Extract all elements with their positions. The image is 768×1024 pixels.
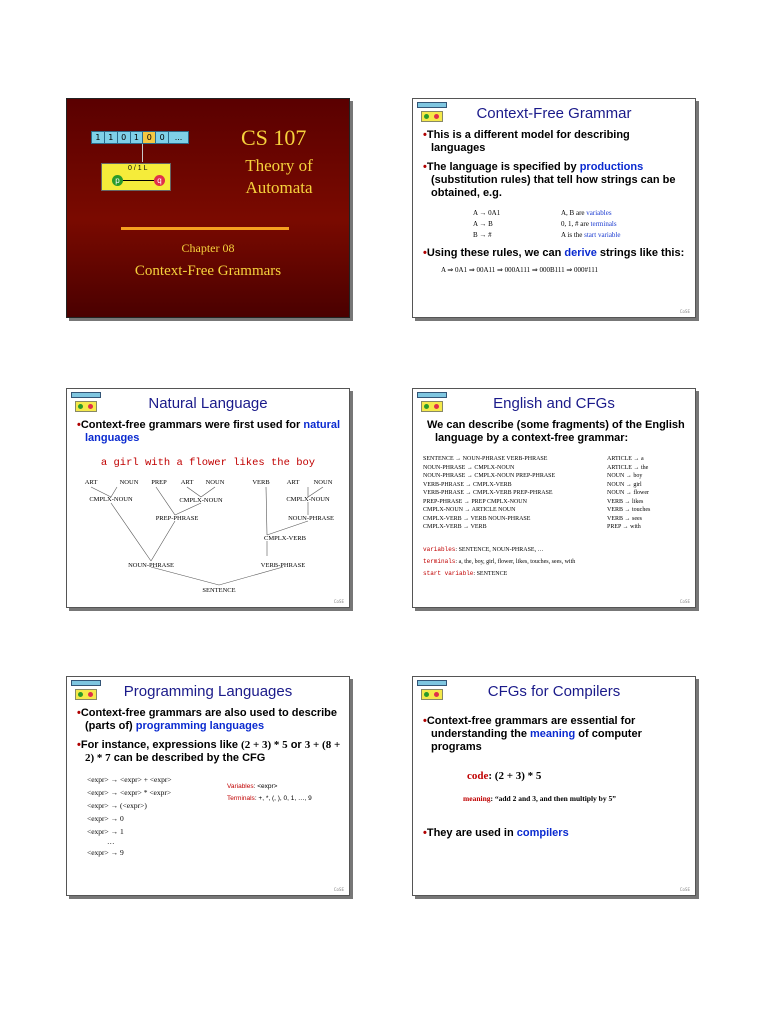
bullet: •The language is specified by productions (substitution rules) that tell how strings can be obtained, e.g.: [423, 161, 676, 199]
state-p-icon: p: [112, 175, 123, 186]
slide-body: [423, 715, 687, 846]
bullet: •They are used in compilers: [423, 827, 569, 839]
tree-node: CMPLX-VERB: [264, 535, 306, 542]
chapter-topic: Context-Free Grammars: [134, 263, 282, 279]
tree-node: ART: [84, 479, 98, 486]
tree-node: NOUN-PHRASE: [128, 562, 174, 569]
footer: CoSE: [679, 309, 690, 314]
grammar-definition: variables: SENTENCE, NOUN-PHRASE, … terminals: a, the, boy, girl, flower, likes, touches, sees, with start variable: SENTENCE: [423, 545, 576, 577]
slide-title: English and CFGs: [493, 395, 615, 412]
tree-node: CMPLX-NOUN: [179, 497, 223, 504]
divider: [121, 227, 289, 230]
automaton-box: [101, 163, 171, 191]
slide-body: [423, 129, 687, 274]
tree-node: NOUN: [119, 479, 139, 486]
tree-node: PREP: [151, 479, 167, 486]
chapter-label: Chapter 08: [181, 241, 235, 255]
tree-node: VERB-PHRASE: [260, 562, 306, 569]
rules-left: SENTENCE → NOUN-PHRASE VERB-PHRASE NOUN-PHRASE → CMPLX-NOUN NOUN-PHRASE → CMPLX-NOUN PREP-PHRASE VERB-PHRASE → CMPLX-VERB VERB-PHRASE → CMPLX-VERB PREP-PHRASE PREP-PHRASE → PREP CMPLX-NOUN CMPLX-NOUN → ARTICLE NOUN CMPLX-VERB → VERB NOUN-PHRASE CMPLX-VERB → VERB: [423, 456, 556, 530]
tree-node: NOUN-PHRASE: [288, 515, 334, 522]
slide-title: CFGs for Compilers: [487, 683, 621, 700]
slide-english-and-cfgs: [412, 388, 696, 608]
bullet: •Using these rules, we can derive strings like this:: [423, 247, 685, 259]
expr-definition: Variables: <expr> Terminals: +, *, (, ), 0, 1, …, 9: [227, 783, 312, 802]
tree-node: VERB: [252, 479, 270, 486]
expr-grammar: [77, 773, 341, 859]
bullet: •This is a different model for describing languages: [423, 129, 630, 154]
tree-node: ART: [180, 479, 194, 486]
slide-context-free-grammar: [412, 98, 696, 318]
slide-cfgs-for-compilers: [412, 676, 696, 896]
intro-text: We can describe (some fragments) of the English language by a context-free grammar:: [427, 419, 685, 444]
slide-title: Programming Languages: [123, 683, 293, 700]
tree-node: NOUN: [313, 479, 333, 486]
grammar-rules: [423, 455, 687, 532]
production-rules: A → 0A1 A, B are variables A → B 0, 1, # are terminals B → # A is the start variable: [473, 209, 621, 239]
slide-body: [423, 419, 687, 580]
bullet: •For instance, expressions like (2 + 3) * 5 or 3 + (8 + 2) * 7 can be described by the CFG: [77, 739, 341, 764]
parse-tree: [67, 389, 350, 608]
example-sentence: a girl with a flower likes the boy: [100, 457, 316, 469]
tape-head-arrow: [142, 144, 143, 162]
derivation: A ⇒ 0A1 ⇒ 00A11 ⇒ 000A111 ⇒ 000B111 ⇒ 000#111: [441, 266, 599, 274]
tape-graphic: 1 1 0 1 0 0 ...: [91, 131, 189, 144]
slide-body: [77, 707, 341, 859]
tree-node: CMPLX-NOUN: [89, 496, 133, 503]
tree-node: NOUN: [205, 479, 225, 486]
code-example: code: (2 + 3) * 5: [467, 770, 542, 782]
bullet: •Context-free grammars are essential for understanding the meaning of computer programs: [423, 715, 642, 753]
meaning-example: meaning: “add 2 and 3, and then multiply by 5”: [463, 794, 616, 803]
tree-node: CMPLX-NOUN: [286, 496, 330, 503]
rules-right: ARTICLE → a ARTICLE → the NOUN → boy NOUN → girl NOUN → flower VERB → likes VERB → touches VERB → sees PREP → with: [607, 456, 651, 530]
transition-label: 0 / 1 L: [128, 165, 148, 172]
course-code: CS 107: [241, 125, 307, 150]
state-q-icon: q: [154, 175, 165, 186]
footer: CoSE: [679, 887, 690, 892]
slide-natural-language: [66, 388, 350, 608]
expr-rules: <expr> → <expr> + <expr> <expr> → <expr> * <expr> <expr> → (<expr>) <expr> → 0 <expr> → 1 … <expr> → 9: [87, 775, 172, 857]
tree-node: SENTENCE: [202, 587, 236, 594]
tree-node: ART: [286, 479, 300, 486]
footer: CoSE: [679, 599, 690, 604]
transition-arrow: [123, 180, 154, 181]
slide-title: Context-Free Grammar: [476, 105, 632, 122]
bullet: •Context-free grammars were first used for natural languages: [77, 419, 341, 444]
slide-title: [66, 98, 350, 318]
course-subtitle: Theory of Automata: [245, 156, 313, 197]
footer: CoSE: [333, 599, 344, 604]
slide-programming-languages: [66, 676, 350, 896]
slide-title: Natural Language: [148, 395, 268, 412]
bullet: •Context-free grammars are also used to describe (parts of) programming languages: [77, 707, 338, 732]
footer: CoSE: [333, 887, 344, 892]
tree-node: PREP-PHRASE: [155, 515, 199, 522]
